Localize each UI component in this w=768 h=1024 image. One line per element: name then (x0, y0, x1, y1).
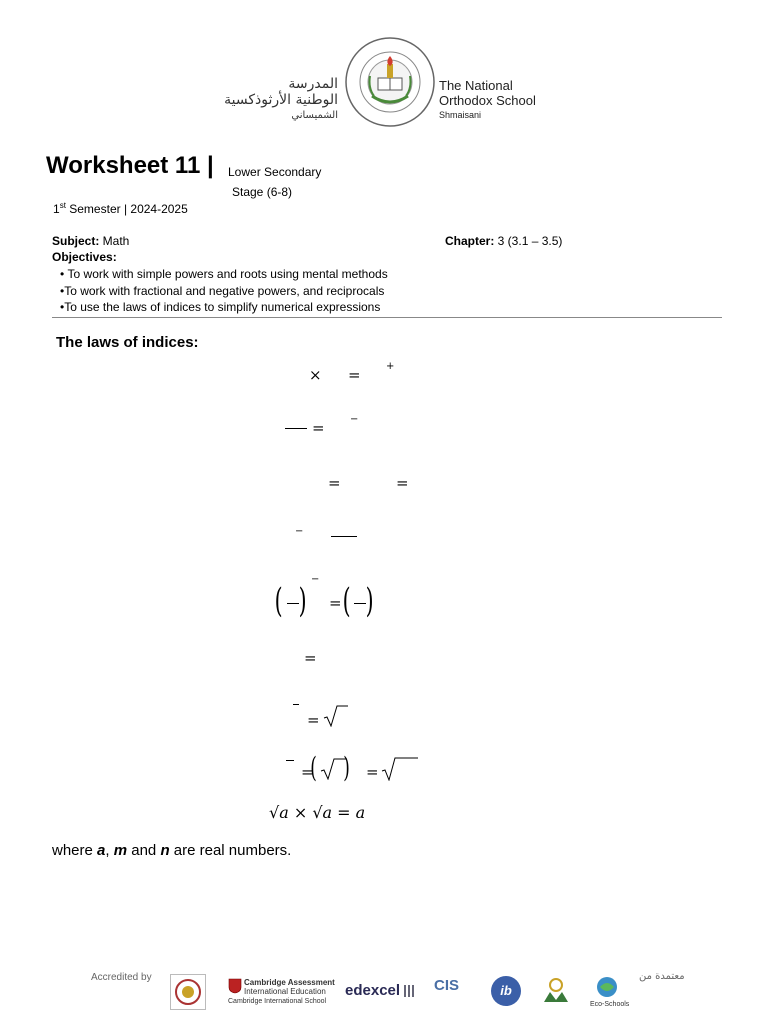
law-4-minus: − (295, 526, 304, 537)
chapter-label: Chapter: (445, 234, 495, 248)
law-2-equals: = (312, 419, 325, 437)
school-seal-logo (344, 36, 436, 128)
law-8-equals-1: = (301, 763, 314, 781)
header-divider (52, 317, 722, 318)
arabic-line-1: المدرسة (288, 76, 338, 92)
law-4-fraction-bar (331, 536, 357, 537)
cambridge-line-3: Cambridge International School (228, 998, 327, 1005)
cambridge-crest-icon (228, 978, 242, 994)
law-5-fraction-bar-1 (287, 603, 299, 604)
school-name-arabic (222, 76, 338, 123)
arabic-line-2: الوطنية الأرثوذكسية (224, 92, 338, 108)
laws-heading: The laws of indices: (56, 334, 199, 351)
law-5-open-paren-2-icon: ( (342, 581, 351, 621)
bullet-icon: • (60, 267, 68, 281)
chapter-value: 3 (3.1 – 3.5) (494, 234, 563, 248)
english-line-2: Orthodox School (439, 93, 536, 108)
objective-text: To work with simple powers and roots using mental methods (67, 267, 388, 281)
cambridge-line-1: Cambridge Assessment (244, 978, 335, 987)
law-1-plus: + (386, 361, 395, 372)
law-8-equals-2: = (366, 763, 379, 781)
stage-line-2: Stage (6-8) (232, 185, 293, 199)
law-5-fraction-bar-2 (354, 603, 366, 604)
english-line-3: Shmaisani (439, 110, 482, 120)
cambridge-logo (244, 978, 335, 996)
worksheet-title: Worksheet 11 | (46, 152, 214, 179)
subject-line (52, 234, 129, 248)
semester-suffix: st (59, 201, 66, 210)
bullet-icon: • (60, 284, 65, 298)
note-part: are real numbers. (169, 842, 292, 859)
note-part: , (105, 842, 114, 859)
law-5-equals: = (329, 594, 342, 612)
note-part: and (127, 842, 161, 859)
arabic-accredited-label: معتمدة من (639, 971, 685, 982)
stage-line-1: Lower Secondary (228, 165, 322, 179)
bullet-icon: • (60, 300, 65, 314)
law-2-minus: − (350, 414, 359, 425)
eco-schools-label: Eco-Schools (590, 1001, 630, 1008)
jordan-ministry-logo (170, 974, 206, 1010)
objective-text: To work with fractional and negative powers, and reciprocals (64, 284, 385, 298)
note-part: where (52, 842, 98, 859)
accredited-by-label: Accredited by (91, 972, 152, 983)
law-2-fraction-bar (285, 428, 307, 429)
subject-label: Subject: (52, 234, 100, 248)
school-name-english (439, 78, 536, 123)
cis-logo: CIS (434, 977, 460, 994)
law-7-equals: = (307, 711, 320, 729)
law-3-equals-1: = (328, 474, 341, 492)
note-var-m: m (113, 842, 128, 859)
note-var-a: a (97, 842, 106, 859)
law-8-open-paren-icon: ( (310, 751, 317, 784)
law-6-equals: = (304, 649, 317, 667)
objective-text: To use the laws of indices to simplify numerical expressions (64, 300, 381, 314)
eco-schools-flag-icon (594, 975, 620, 999)
edexcel-grid-icon (404, 985, 416, 997)
subject-value: Math (99, 234, 130, 248)
edexcel-logo: edexcel (345, 982, 401, 999)
law-8-fraction-bar (286, 760, 294, 761)
law-5-close-paren-2-icon: ) (365, 581, 374, 621)
objective-item (60, 300, 380, 314)
law-1-equals: = (348, 366, 361, 384)
law-8-close-paren-icon: ) (343, 751, 350, 784)
law-5-open-paren-icon: ( (274, 581, 283, 621)
law-7-root-icon (323, 705, 349, 727)
ib-logo: ib (491, 976, 521, 1006)
chapter-line (445, 234, 562, 248)
law-7-fraction-bar (293, 704, 299, 705)
semester-text: Semester | 2024-2025 (65, 202, 188, 216)
objective-item (60, 284, 384, 298)
objectives-label: Objectives: (52, 250, 117, 264)
arabic-line-3: الشميساني (291, 110, 338, 121)
semester-line (53, 201, 188, 216)
law-8-root-icon-2 (381, 757, 419, 781)
law-3-equals-2: = (396, 474, 409, 492)
note-var-n: n (160, 842, 170, 859)
english-line-1: The National (439, 78, 513, 93)
objective-item (60, 267, 388, 281)
semester-number: 1 (53, 202, 60, 216)
law-5-close-paren-icon: ) (298, 581, 307, 621)
law-1-times: × (309, 366, 322, 384)
law-9-root-rule: √a × √a = a (269, 803, 366, 822)
cambridge-line-2: International Education (244, 987, 326, 996)
healthy-schools-logo (540, 976, 572, 1006)
law-5-minus: − (311, 574, 320, 585)
variables-note (52, 842, 291, 859)
